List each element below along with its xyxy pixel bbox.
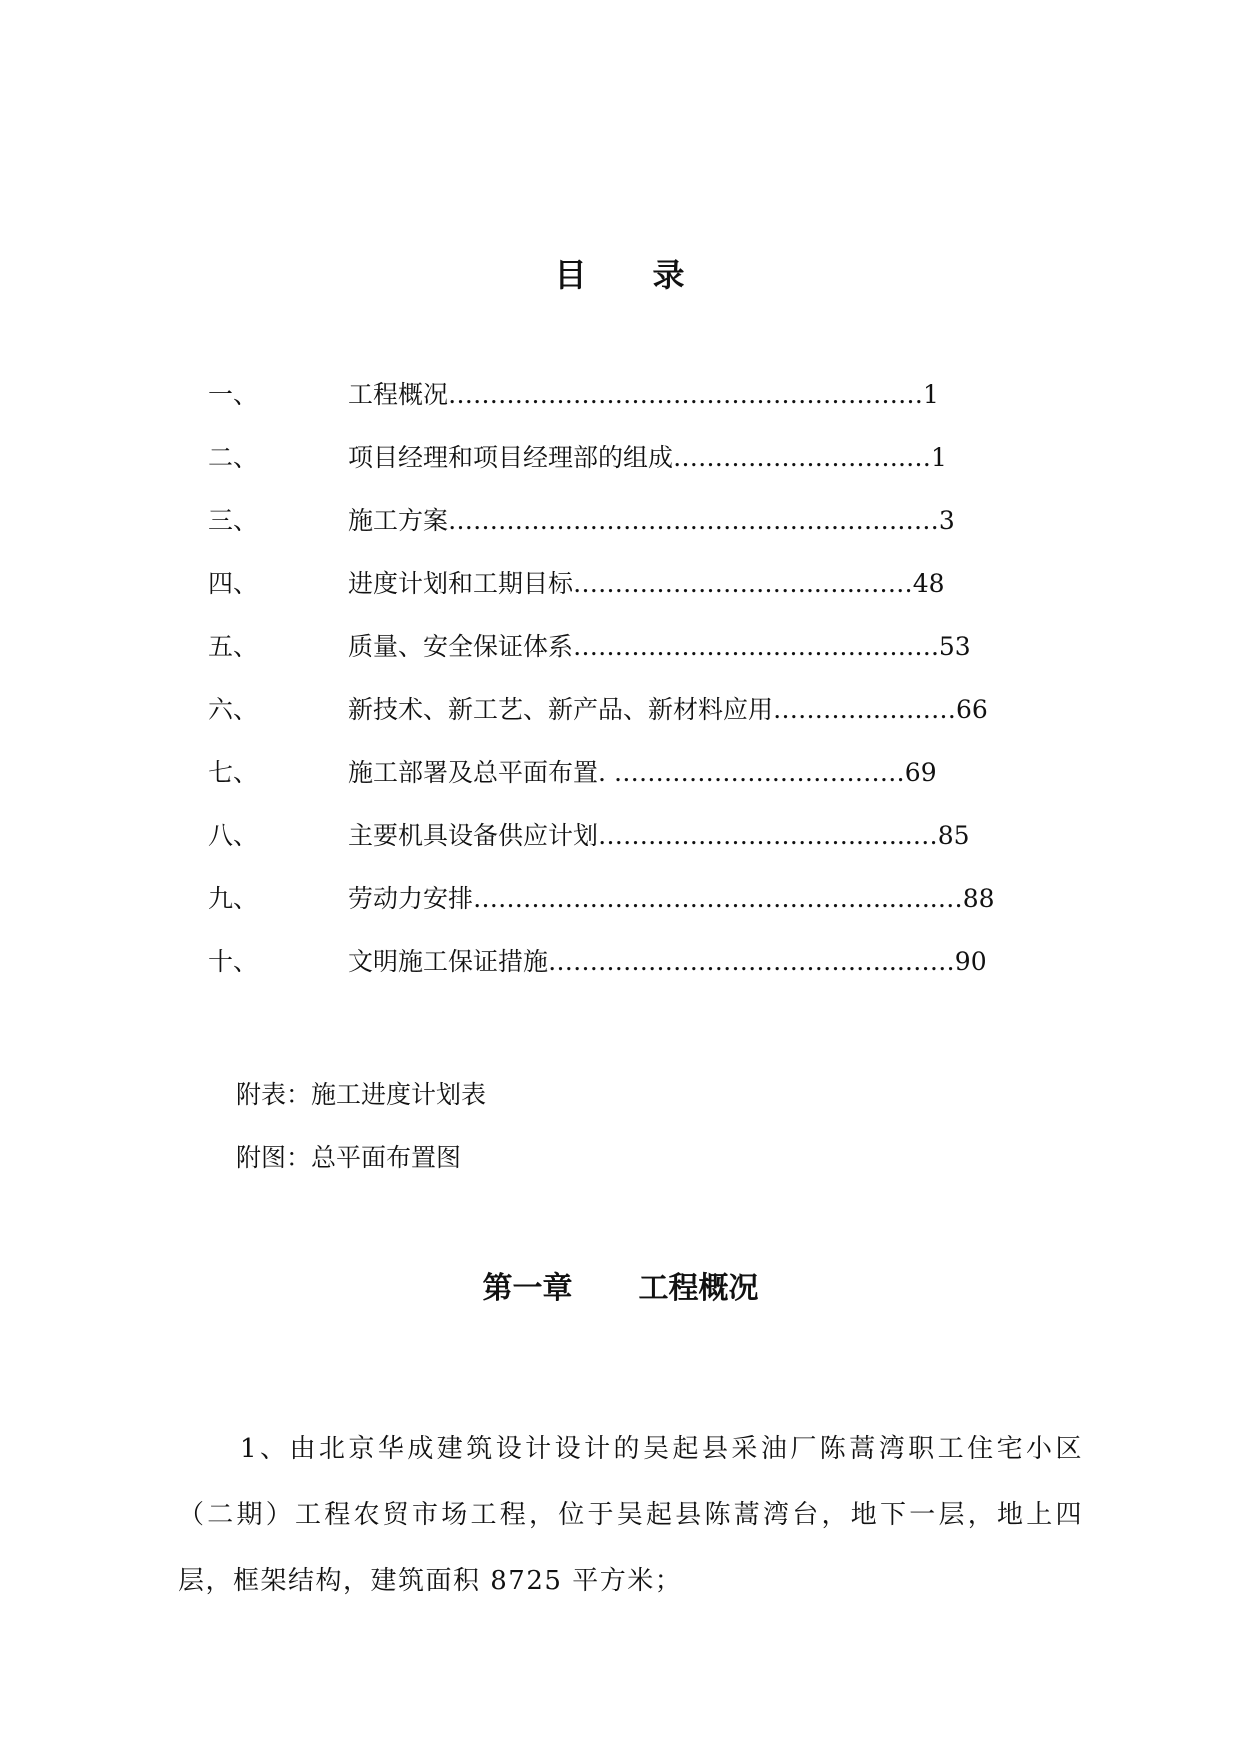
toc-item-entry: 文明施工保证措施……………………………….…...……90 (348, 947, 987, 976)
toc-item (208, 884, 1068, 947)
toc-title-right: 录 (652, 256, 687, 294)
chapter-number: 第一章 (482, 1271, 573, 1306)
toc-item-number: 二、 (208, 443, 259, 472)
toc-item-entry: 劳动力安排…………………………………………...…..…88 (348, 884, 995, 913)
chapter-title: 工程概况 (638, 1271, 759, 1306)
toc-item (208, 695, 1068, 758)
toc-item-number: 五、 (208, 632, 259, 661)
toc-title (0, 250, 1241, 296)
appendix-table: 附表：施工进度计划表 (236, 1080, 487, 1109)
toc-item-number: 九、 (208, 884, 259, 913)
toc-item-number: 三、 (208, 506, 259, 535)
toc-item-entry: 工程概况…………………………………………………1 (348, 380, 939, 409)
table-of-contents (208, 380, 1068, 1010)
toc-item-number: 一、 (208, 380, 259, 409)
toc-item-entry: 主要机具设备供应计划…………………………..…...…85 (348, 821, 970, 850)
toc-title-left: 目 (554, 256, 589, 294)
toc-item-number: 八、 (208, 821, 259, 850)
toc-item (208, 506, 1068, 569)
body-paragraph: 1、由北京华成建筑设计设计的吴起县采油厂陈蒿湾职工住宅小区（二期）工程农贸市场工程，位于吴起县陈蒿湾台，地下一层，地上四层，框架结构，建筑面积 8725 平方米； (178, 1434, 1083, 1596)
toc-item (208, 632, 1068, 695)
toc-item (208, 947, 1068, 1010)
toc-item-entry: 施工方案………………………………………..…………3 (348, 506, 955, 535)
toc-item-entry: 质量、安全保证体系…………………….……………….53 (348, 632, 971, 661)
chapter-heading (0, 1263, 1241, 1307)
toc-item-entry: 新技术、新工艺、新产品、新材料应用………….………66 (348, 695, 988, 724)
toc-item-entry: 进度计划和工期目标………………….……..…..……48 (348, 569, 945, 598)
toc-item-entry: 施工部署及总平面布置. ………………..……………69 (348, 758, 937, 787)
toc-item (208, 443, 1068, 506)
toc-item (208, 758, 1068, 821)
toc-item-number: 六、 (208, 695, 259, 724)
appendix-figure: 附图：总平面布置图 (236, 1143, 462, 1172)
toc-item (208, 380, 1068, 443)
toc-item-number: 十、 (208, 947, 259, 976)
toc-item (208, 821, 1068, 884)
toc-item (208, 569, 1068, 632)
toc-item-number: 四、 (208, 569, 259, 598)
toc-item-entry: 项目经理和项目经理部的组成……………………….…1 (348, 443, 947, 472)
toc-item-number: 七、 (208, 758, 259, 787)
